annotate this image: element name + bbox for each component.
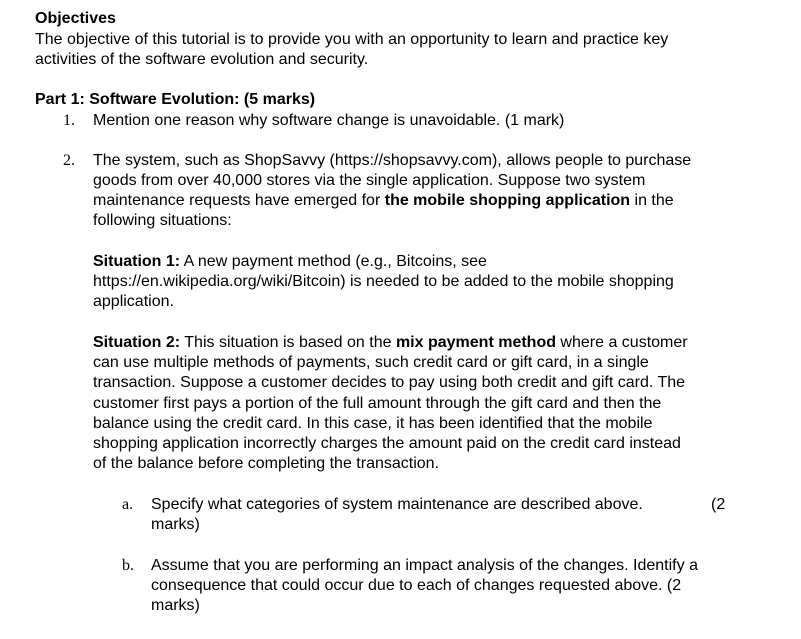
part1-heading: Part 1: Software Evolution: (5 marks) (35, 91, 316, 108)
situation2-line (93, 333, 688, 353)
text-segment: maintenance requests have emerged for (93, 192, 385, 209)
question-text-line (93, 191, 674, 211)
text-segment: A new payment method (e.g., Bitcoins, see (180, 253, 487, 270)
situation1-line: https://en.wikipedia.org/wiki/Bitcoin) is needed to be added to the mobile shopping (93, 273, 674, 290)
situation1-line (93, 252, 487, 272)
situation2-line: balance using the credit card. In this case, it has been identified that the mobile (93, 415, 653, 432)
question-text: Mention one reason why software change is unavoidable. (1 mark) (93, 112, 565, 129)
subquestion-marks: (2 (711, 496, 726, 513)
subquestion-text-line: Assume that you are performing an impact analysis of the changes. Identify a (151, 557, 698, 574)
objectives-heading: Objectives (35, 10, 116, 27)
objectives-text-line: activities of the software evolution and security. (35, 51, 369, 68)
text-segment: in the (630, 192, 674, 209)
emphasis-text: the mobile shopping application (384, 192, 631, 209)
situation2-line: shopping application incorrectly charges the amount paid on the credit card instead (93, 435, 681, 452)
question-number: 1. (63, 112, 75, 129)
question-text-line: following situations: (93, 212, 232, 229)
question-text-line: The system, such as ShopSavvy (https://shopsavvy.com), allows people to purchase (93, 152, 692, 169)
subquestion-letter: b. (122, 557, 134, 574)
situation2-line: transaction. Suppose a customer decides to pay using both credit and gift card. The (93, 374, 686, 391)
subquestion-text-line: consequence that could occur due to each of changes requested above. (2 (151, 577, 682, 594)
situation1-line: application. (93, 293, 174, 310)
subquestion-text-line: marks) (151, 516, 200, 533)
situation2-label: Situation 2: (93, 334, 181, 351)
subquestion-text-line: Specify what categories of system maintenance are described above. (151, 496, 643, 513)
subquestion-letter: a. (122, 496, 134, 513)
subquestion-text-line: marks) (151, 597, 200, 614)
situation2-line: customer first pays a portion of the full amount through the gift card and then the (93, 395, 662, 412)
situation1-label: Situation 1: (93, 253, 181, 270)
question-text-line: goods from over 40,000 stores via the single application. Suppose two system (93, 172, 646, 189)
question-number: 2. (63, 152, 75, 169)
situation2-line: can use multiple methods of payments, such credit card or gift card, in a single (93, 354, 649, 371)
text-segment: This situation is based on the (180, 334, 396, 351)
situation2-line: of the balance before completing the transaction. (93, 455, 439, 472)
text-segment: where a customer (555, 334, 688, 351)
objectives-text-line: The objective of this tutorial is to provide you with an opportunity to learn and practice key (35, 31, 669, 48)
emphasis-text: mix payment method (395, 334, 556, 351)
